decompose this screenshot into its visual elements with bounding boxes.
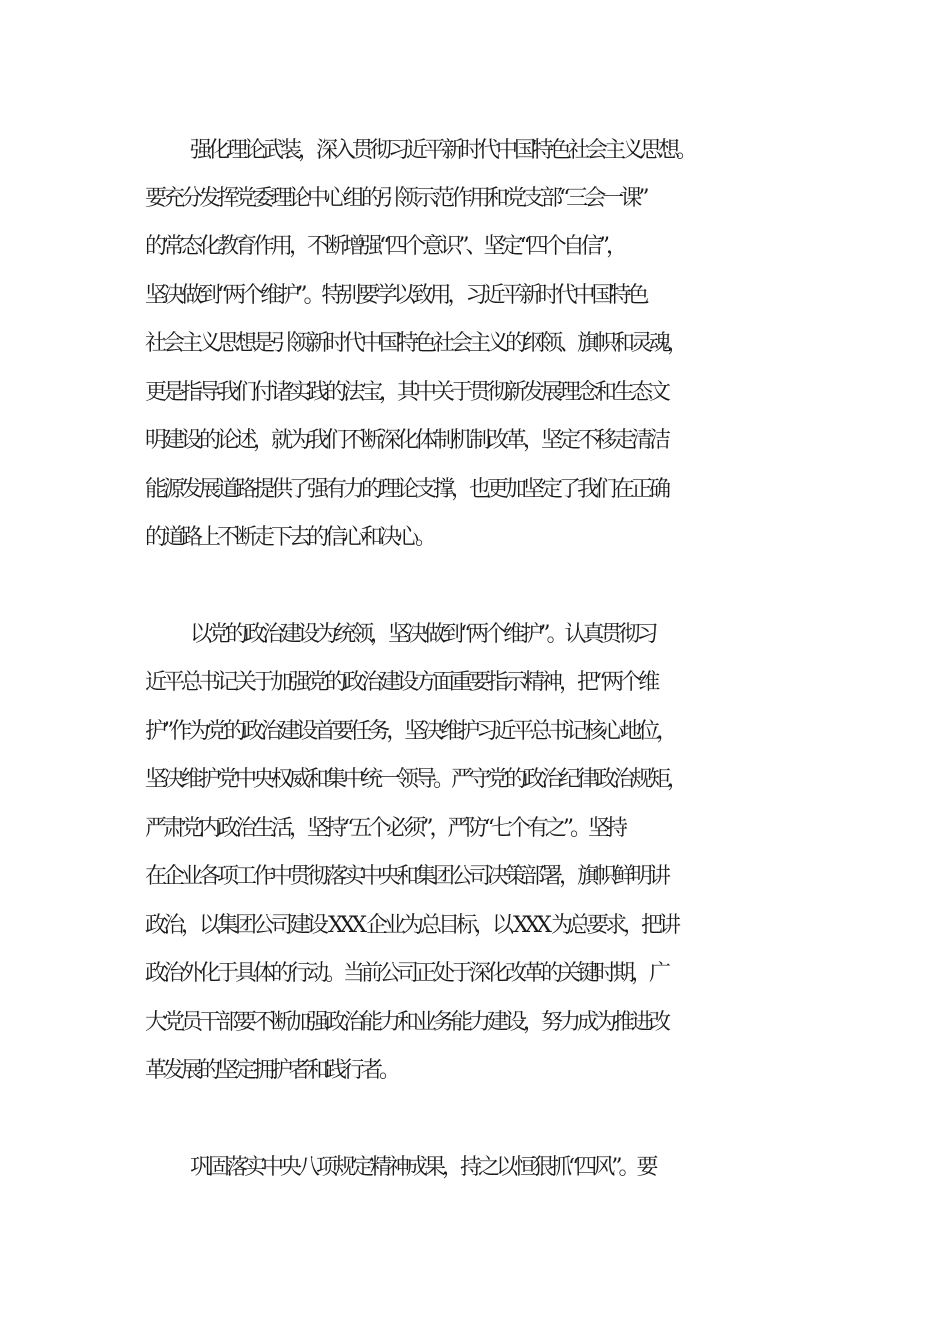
text-line: 严肃党内政治生活，坚持“五个必须”，严防“七个有之”。坚持 [145, 816, 624, 841]
text-line: 革发展的坚定拥护者和践行者。 [145, 1058, 398, 1083]
text-line: 以党的政治建设为统领，坚决做到“两个维护”。认真贯彻习 [190, 622, 655, 647]
text-line: 护”作为党的政治建设首要任务，坚决维护习近平总书记核心地位， [145, 719, 675, 744]
text-line: 能源发展道路提供了强有力的理论支撑，也更加坚定了我们在正确 [145, 477, 668, 502]
text-line: 强化理论武装，深入贯彻习近平新时代中国特色社会主义思想。 [190, 138, 695, 163]
text-line: 明建设的论述，就为我们不断深化体制机制改革，坚定不移走清洁 [145, 428, 668, 453]
text-line: 大党员干部要不断加强政治能力和业务能力建设，努力成为推进改 [145, 1010, 668, 1035]
text-line: 更是指导我们付诸实践的法宝，其中关于贯彻新发展理念和生态文 [145, 380, 668, 405]
text-line: 近平总书记关于加强党的政治建设方面重要指示精神，把“两个维 [145, 670, 657, 695]
text-line: 巩固落实中央八项规定精神成果，持之以恒狠抓“四风”。要 [190, 1155, 655, 1180]
text-line: 坚决维护党中央权威和集中统一领导。严守党的政治纪律政治规矩， [145, 767, 686, 792]
text-line: 在企业各项工作中贯彻落实中央和集团公司决策部署，旗帜鲜明讲 [145, 864, 668, 889]
text-line: 政治，以集团公司建设 XXX 企业为总目标，以 XXX 为总要求，把讲 [145, 913, 677, 938]
text-line: 的道路上不断走下去的信心和决心。 [145, 525, 434, 550]
text-line: 坚决做到“两个维护”。特别要学以致用，习近平新时代中国特色 [145, 283, 646, 308]
text-line: 社会主义思想是引领新时代中国特色社会主义的纲领、旗帜和灵魂， [145, 331, 686, 356]
text-line: 的常态化教育作用，不断增强“四个意识”、坚定“四个自信”， [145, 234, 624, 259]
text-line: 政治外化于具体的行动。当前公司正处于深化改革的关键时期，广 [145, 961, 668, 986]
text-line: 要充分发挥党委理论中心组的引领示范作用和党支部“三会一课” [145, 186, 646, 211]
